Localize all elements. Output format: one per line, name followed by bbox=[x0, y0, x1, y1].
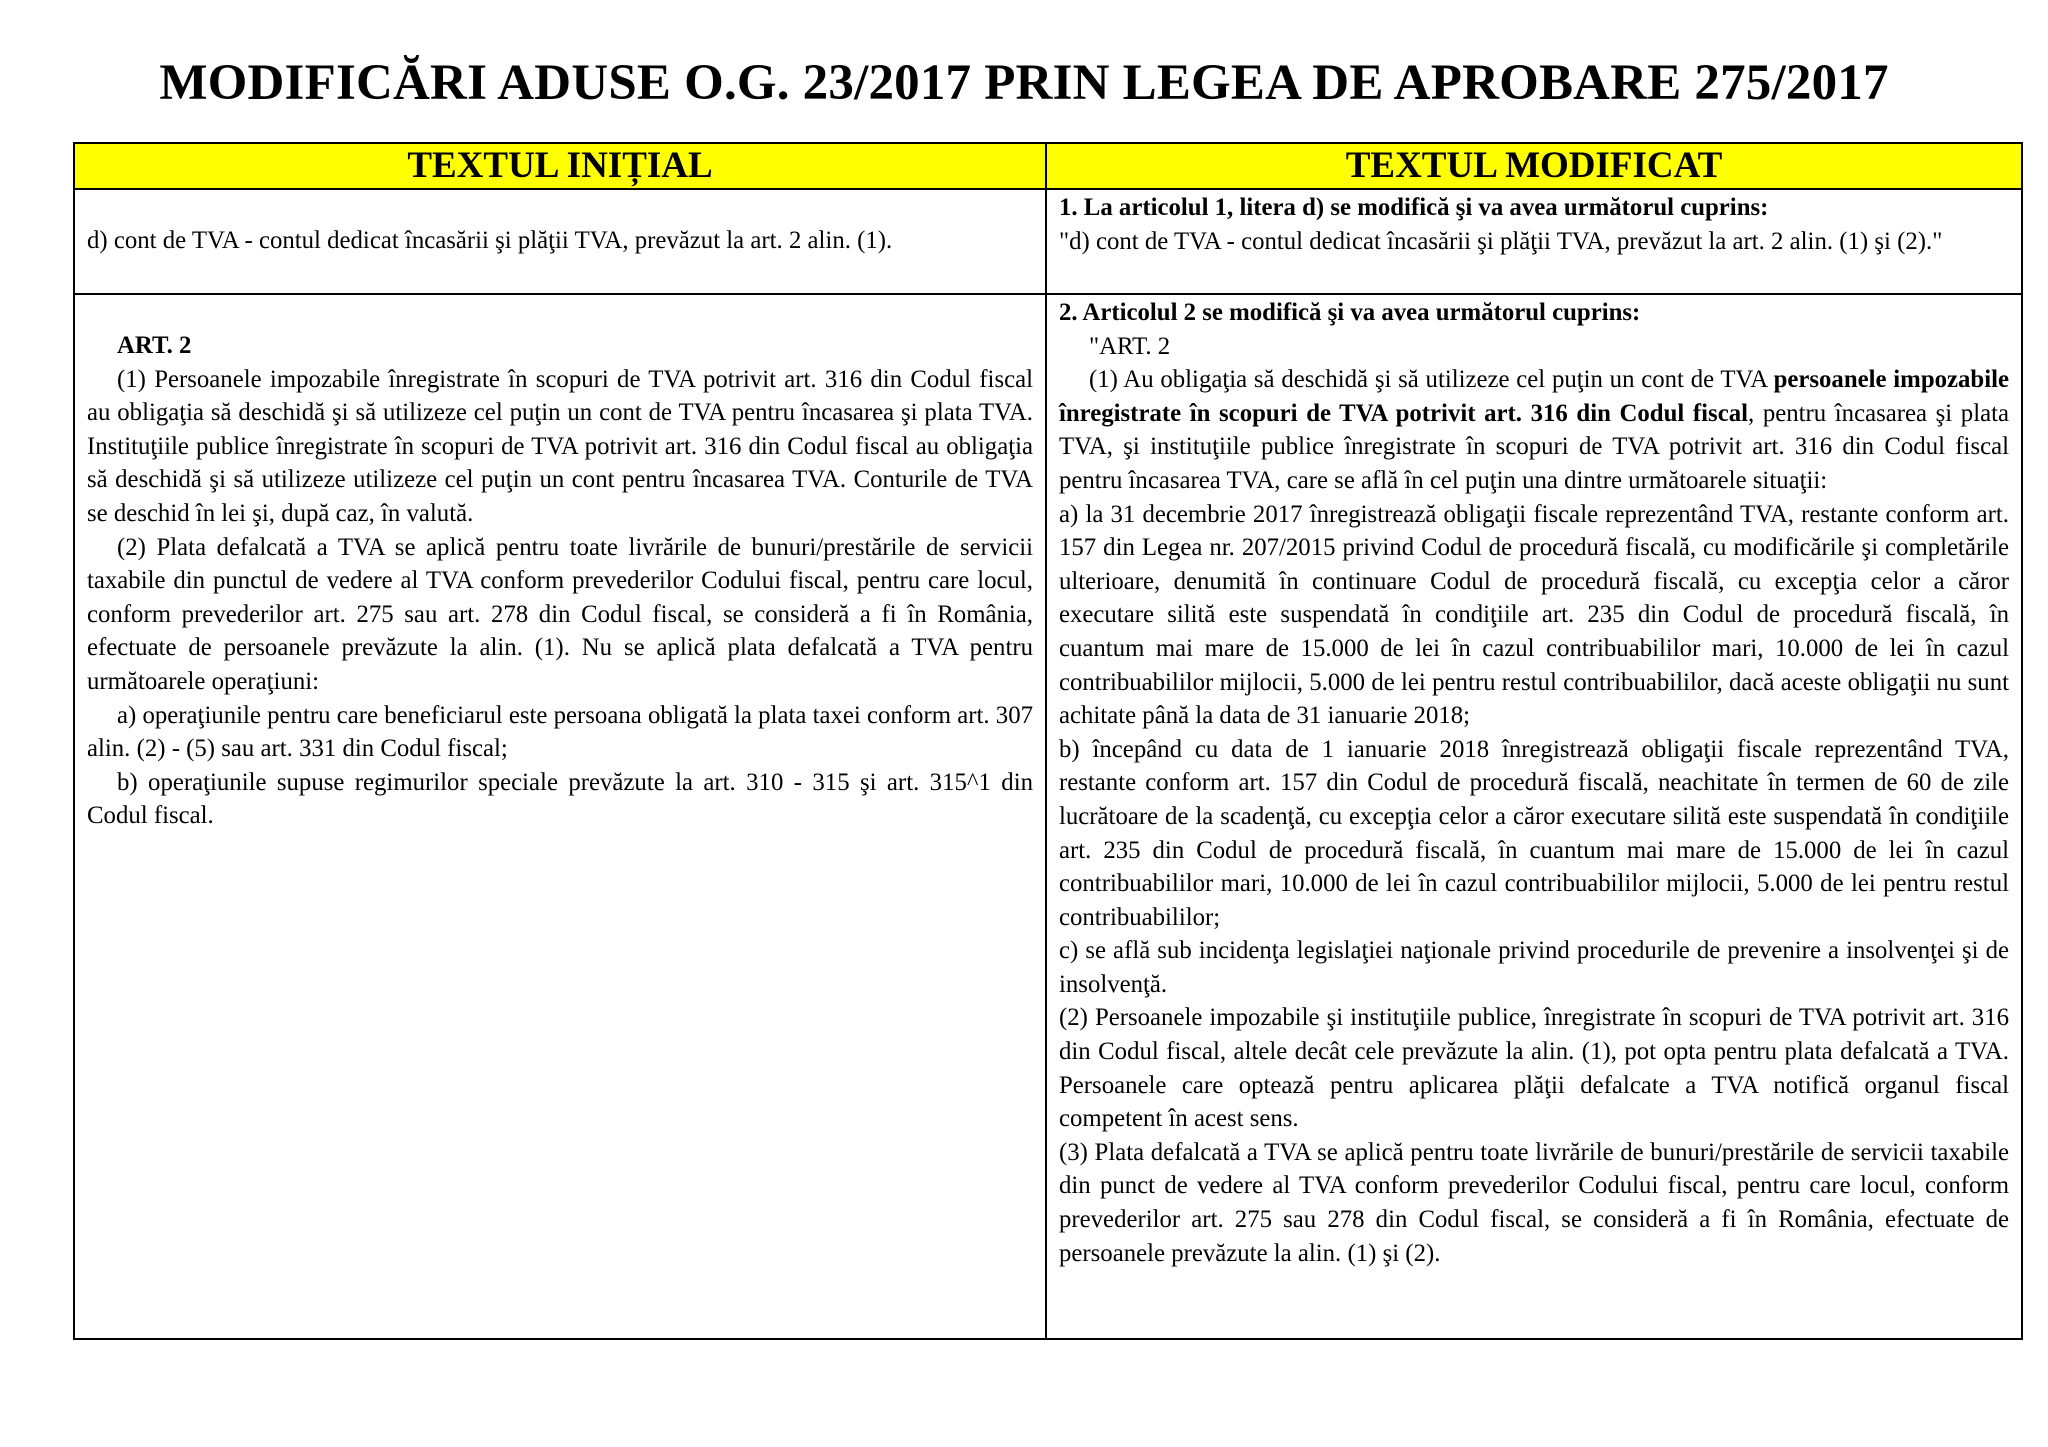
item-c: c) se află sub incidenţa legislaţiei naţionale privind procedurile de prevenire a insolvenţei şi de insolvenţă. bbox=[1059, 937, 2009, 998]
paragraph-3: (3) Plata defalcată a TVA se aplică pentru toate livrările de bunuri/prestările de servicii taxabile din punct de vedere al TVA conform prevederilor Codului fiscal, pentru care locul, conform prevederilor art. 275 sau 278 din Codul fiscal, se consideră a fi în România, efectuate de persoanele prevăzute la alin. (1) şi (2). bbox=[1059, 1138, 2009, 1267]
item-b: b) operaţiunile supuse regimurilor speciale prevăzute la art. 310 - 315 şi art. 315^1 din Codul fiscal. bbox=[87, 768, 1033, 830]
article-title: ART. 2 bbox=[117, 332, 192, 359]
header-modified-text: TEXTUL MODIFICAT bbox=[1046, 143, 2022, 189]
paragraph-1-bold: persoanele impozabile înregistrate în scopuri de TVA potrivit art. 316 din Codul fiscal bbox=[1059, 366, 2009, 427]
spacer bbox=[87, 296, 1033, 329]
spacer bbox=[87, 191, 1033, 224]
header-initial-text: TEXTUL INIȚIAL bbox=[74, 143, 1046, 189]
comparison-table bbox=[73, 142, 2023, 1340]
table-header-row bbox=[74, 143, 2022, 189]
paragraph-1-start: (1) Au obligaţia să deschidă şi să utilizeze cel puţin un cont de TVA bbox=[1089, 366, 1774, 394]
modified-text-cell bbox=[1046, 294, 2022, 1339]
paragraph-1-end: , pentru încasarea şi plata TVA, şi instituţiile publice înregistrate în scopuri de TVA potrivit art. 316 din Codul fiscal pentru încasarea TVA, care se află în cel puţin una dintre următoarele situaţii: bbox=[1059, 399, 2009, 494]
item-a: a) operaţiunile pentru care beneficiarul este persoana obligată la plata taxei conform art. 307 alin. (2) - (5) sau art. 331 din Codul fiscal; bbox=[87, 701, 1033, 763]
item-a: a) la 31 decembrie 2017 înregistrează obligaţii fiscale reprezentând TVA, restante conform art. 157 din Legea nr. 207/2015 privind Codul de procedură fiscală, cu modificările şi completările ulterioare, denumită în continuare Codul de procedură fiscală, cu excepţia celor a căror executare silită este suspendată în condiţiile art. 235 din Codul de procedură fiscală, în cuantum mai mare de 15.000 de lei în cazul contribuabililor mari, 10.000 de lei în cazul contribuabililor mijlocii, 5.000 de lei pentru restul contribuabililor, dacă aceste obligaţii nu sunt achitate până la data de 31 ianuarie 2018; bbox=[1059, 500, 2009, 730]
modified-text-cell bbox=[1046, 189, 2022, 294]
paragraph-1 bbox=[1059, 363, 2009, 497]
paragraph-2: (2) Plata defalcată a TVA se aplică pentru toate livrările de bunuri/prestările de servicii taxabile din punctul de vedere al TVA conform prevederilor Codului fiscal, pentru care locul, conform prevederilor art. 275 sau art. 278 din Codul fiscal, se consideră a fi în România, efectuate de persoanele prevăzute la alin. (1). Nu se aplică plata defalcată a TVA pentru următoarele operaţiuni: bbox=[87, 533, 1033, 695]
item-b: b) începând cu data de 1 ianuarie 2018 înregistrează obligaţii fiscale reprezentând TVA, restante conform art. 157 din Codul de procedură fiscală, neachitate în termen de 60 de zile lucrătoare de la scadenţă, cu excepţia celor a căror executare silită este suspendată în condiţiile art. 235 din Codul de procedură fiscală, în cuantum mai mare de 15.000 de lei în cazul contribuabililor mari, 10.000 de lei în cazul contribuabililor mijlocii, 5.000 de lei pentru restul contribuabililor; bbox=[1059, 735, 2009, 931]
paragraph-1: (1) Persoanele impozabile înregistrate în scopuri de TVA potrivit art. 316 din Codul fiscal au obligaţia să deschidă şi să utilizeze cel puţin un cont de TVA pentru încasarea şi plata TVA. Instituţiile publice înregistrate în scopuri de TVA potrivit art. 316 din Codul fiscal au obligaţia să deschidă şi să utilizeze utilizeze cel puţin un cont pentru încasarea TVA. Conturile de TVA se deschid în lei şi, după caz, în valută. bbox=[87, 365, 1033, 527]
article-title: "ART. 2 bbox=[1089, 332, 1171, 360]
modified-definition: "d) cont de TVA - contul dedicat încasării şi plăţii TVA, prevăzut la art. 2 alin. (1) şi (2)." bbox=[1059, 227, 1943, 255]
initial-definition: d) cont de TVA - contul dedicat încasării şi plăţii TVA, prevăzut la art. 2 alin. (1). bbox=[87, 227, 893, 254]
amendment-heading: 2. Articolul 2 se modifică şi va avea următorul cuprins: bbox=[1059, 299, 1641, 326]
amendment-heading: 1. La articolul 1, litera d) se modifică şi va avea următorul cuprins: bbox=[1059, 194, 1769, 221]
page-title: MODIFICĂRI ADUSE O.G. 23/2017 PRIN LEGEA DE APROBARE 275/2017 bbox=[159, 55, 1889, 111]
initial-text-cell bbox=[74, 189, 1046, 294]
paragraph-2: (2) Persoanele impozabile şi instituţiile publice, înregistrate în scopuri de TVA potrivit art. 316 din Codul fiscal, altele decât cele prevăzute la alin. (1), pot opta pentru plata defalcată a TVA. Persoanele care optează pentru aplicarea plăţii defalcate a TVA notifică organul fiscal competent în acest sens. bbox=[1059, 1004, 2009, 1133]
initial-text-cell bbox=[74, 294, 1046, 1339]
table-row bbox=[74, 189, 2022, 294]
table-row bbox=[74, 294, 2022, 1339]
